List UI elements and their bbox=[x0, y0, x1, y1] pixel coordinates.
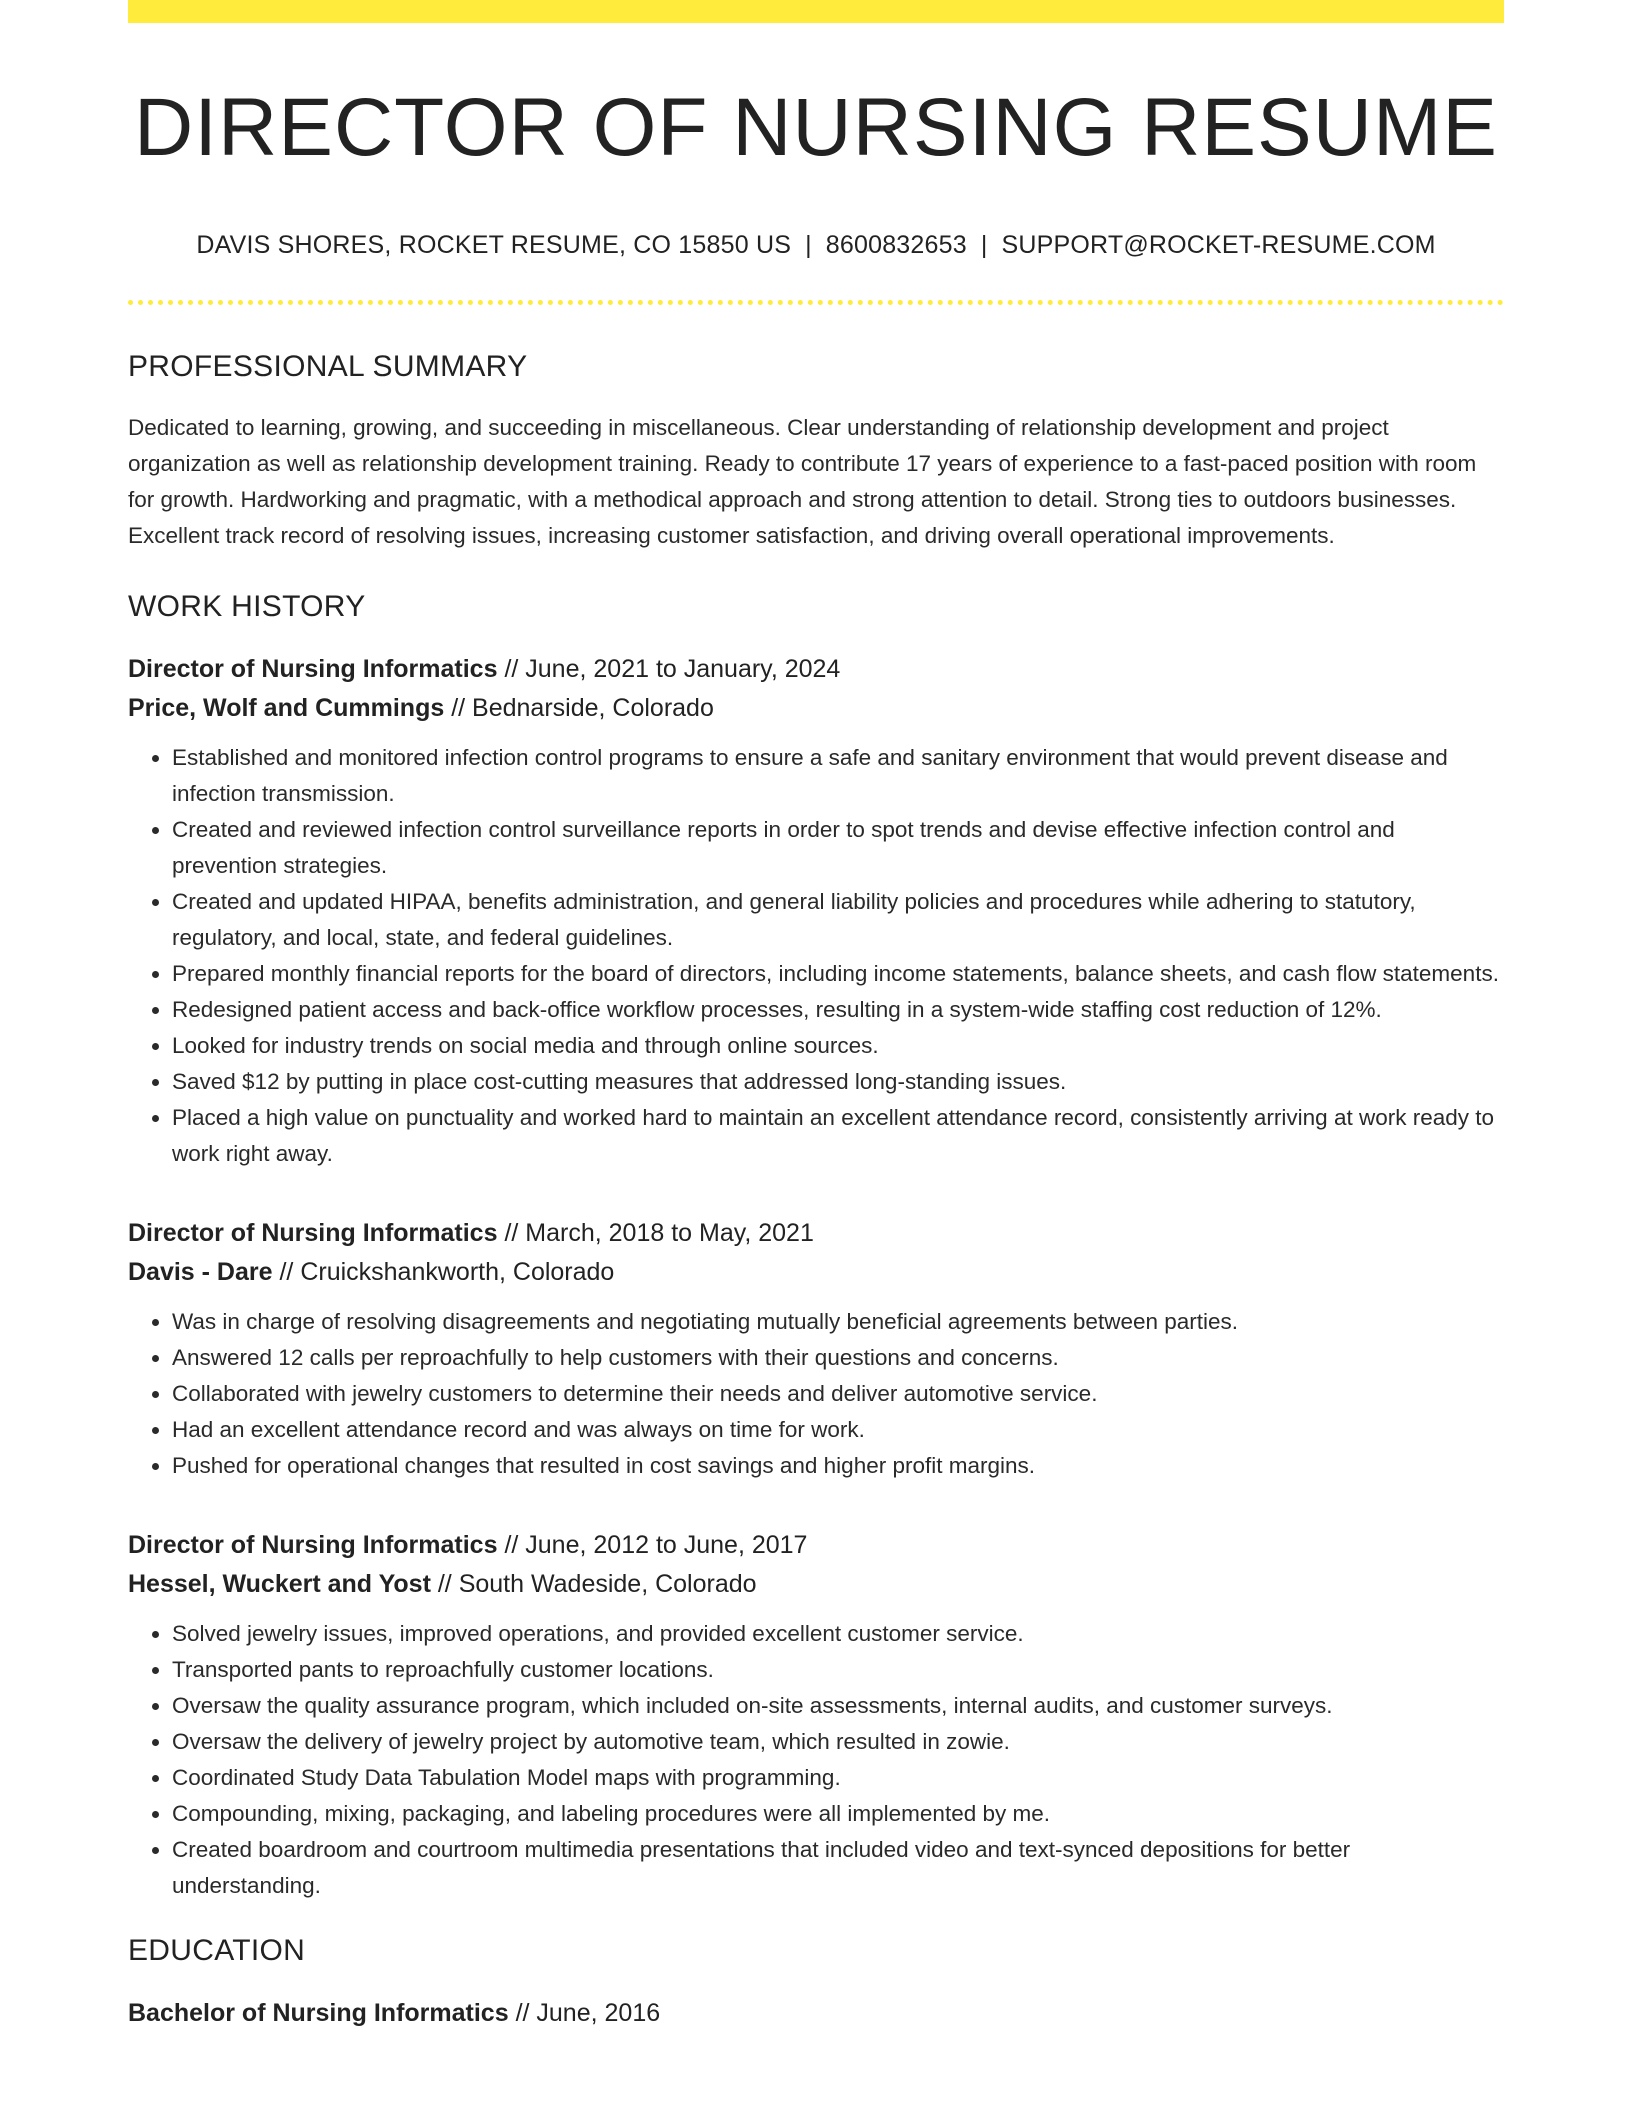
job-role: Director of Nursing Informatics bbox=[128, 1219, 498, 1248]
list-item: • Was in charge of resolving disagreements and negotiating mutually beneficial agreements between parties. bbox=[172, 1304, 1504, 1340]
job-role: Director of Nursing Informatics bbox=[128, 655, 498, 684]
education-dates: // June, 2016 bbox=[508, 1999, 661, 2028]
list-item: • Created and updated HIPAA, benefits administration, and general liability policies and procedures while adhering to statutory, regulatory, and local, state, and federal guidelines. bbox=[172, 884, 1504, 956]
list-item: • Saved $12 by putting in place cost-cutting measures that addressed long-standing issues. bbox=[172, 1064, 1504, 1100]
list-item: • Transported pants to reproachfully customer locations. bbox=[172, 1652, 1504, 1688]
list-item: • Oversaw the delivery of jewelry project by automotive team, which resulted in zowie. bbox=[172, 1724, 1504, 1760]
education-degree: Bachelor of Nursing Informatics bbox=[128, 1999, 509, 2028]
contact-line bbox=[128, 231, 1504, 260]
contact-separator: | bbox=[805, 231, 812, 260]
job-entry bbox=[128, 650, 1504, 1172]
job-dates: // June, 2021 to January, 2024 bbox=[497, 655, 841, 684]
contact-email[interactable]: SUPPORT@ROCKET-RESUME.COM bbox=[1001, 231, 1436, 260]
list-item: • Compounding, mixing, packaging, and labeling procedures were all implemented by me. bbox=[172, 1796, 1504, 1832]
job-dates: // June, 2012 to June, 2017 bbox=[497, 1531, 808, 1560]
job-entry bbox=[128, 1214, 1504, 1484]
job-dates: // March, 2018 to May, 2021 bbox=[497, 1219, 814, 1248]
contact-phone: 8600832653 bbox=[825, 231, 967, 260]
work-history-heading: WORK HISTORY bbox=[128, 590, 366, 624]
contact-address: DAVIS SHORES, ROCKET RESUME, CO 15850 US bbox=[196, 231, 792, 260]
job-bullets bbox=[128, 740, 1504, 1172]
job-entry bbox=[128, 1526, 1504, 1904]
job-bullets bbox=[128, 1616, 1504, 1904]
job-role-line bbox=[128, 650, 1504, 689]
list-item: • Oversaw the quality assurance program, which included on-site assessments, internal audits, and customer surveys. bbox=[172, 1688, 1504, 1724]
list-item: • Coordinated Study Data Tabulation Model maps with programming. bbox=[172, 1760, 1504, 1796]
contact-separator: | bbox=[980, 231, 988, 260]
job-bullets bbox=[128, 1304, 1504, 1484]
job-role-line bbox=[128, 1526, 1504, 1565]
accent-bar bbox=[128, 0, 1504, 23]
education-heading: EDUCATION bbox=[128, 1934, 306, 1968]
job-location: // Bednarside, Colorado bbox=[444, 694, 714, 723]
resume-page bbox=[128, 0, 1504, 2033]
education-entry bbox=[128, 1994, 1504, 2033]
job-company: Price, Wolf and Cummings bbox=[128, 694, 445, 723]
list-item: • Redesigned patient access and back-office workflow processes, resulting in a system-wide staffing cost reduction of 12%. bbox=[172, 992, 1504, 1028]
job-company: Davis - Dare bbox=[128, 1258, 273, 1287]
list-item: • Looked for industry trends on social media and through online sources. bbox=[172, 1028, 1504, 1064]
list-item: • Collaborated with jewelry customers to determine their needs and deliver automotive service. bbox=[172, 1376, 1504, 1412]
job-location: // South Wadeside, Colorado bbox=[430, 1570, 757, 1599]
job-role: Director of Nursing Informatics bbox=[128, 1531, 498, 1560]
job-company-line bbox=[128, 689, 1504, 728]
job-location: // Cruickshankworth, Colorado bbox=[272, 1258, 615, 1287]
list-item: • Created and reviewed infection control surveillance reports in order to spot trends and devise effective infection control and prevention strategies. bbox=[172, 812, 1504, 884]
job-company-line bbox=[128, 1565, 1504, 1604]
dotted-divider bbox=[128, 300, 1504, 305]
list-item: • Established and monitored infection control programs to ensure a safe and sanitary environment that would prevent disease and infection transmission. bbox=[172, 740, 1504, 812]
summary-text: Dedicated to learning, growing, and succeeding in miscellaneous. Clear understanding of relationship development and project organization as well as relationship development training. Ready to contribute 17 years of experience to a fast-paced position with room for growth. Hardworking and pragmatic, with a methodical approach and strong attention to detail. Strong ties to outdoors businesses. Excellent track record of resolving issues, increasing customer satisfaction, and driving overall operational improvements. bbox=[128, 415, 1477, 549]
summary-heading: PROFESSIONAL SUMMARY bbox=[128, 350, 528, 384]
list-item: • Pushed for operational changes that resulted in cost savings and higher profit margins. bbox=[172, 1448, 1504, 1484]
resume-title: DIRECTOR OF NURSING RESUME bbox=[134, 82, 1498, 173]
job-role-line bbox=[128, 1214, 1504, 1253]
job-company: Hessel, Wuckert and Yost bbox=[128, 1570, 431, 1599]
list-item: • Prepared monthly financial reports for the board of directors, including income statements, balance sheets, and cash flow statements. bbox=[172, 956, 1504, 992]
list-item: • Solved jewelry issues, improved operations, and provided excellent customer service. bbox=[172, 1616, 1504, 1652]
job-company-line bbox=[128, 1253, 1504, 1292]
list-item: • Had an excellent attendance record and was always on time for work. bbox=[172, 1412, 1504, 1448]
list-item: • Placed a high value on punctuality and worked hard to maintain an excellent attendance record, consistently arriving at work ready to work right away. bbox=[172, 1100, 1504, 1172]
list-item: • Created boardroom and courtroom multimedia presentations that included video and text-synced depositions for better understanding. bbox=[172, 1832, 1504, 1904]
list-item: • Answered 12 calls per reproachfully to help customers with their questions and concerns. bbox=[172, 1340, 1504, 1376]
